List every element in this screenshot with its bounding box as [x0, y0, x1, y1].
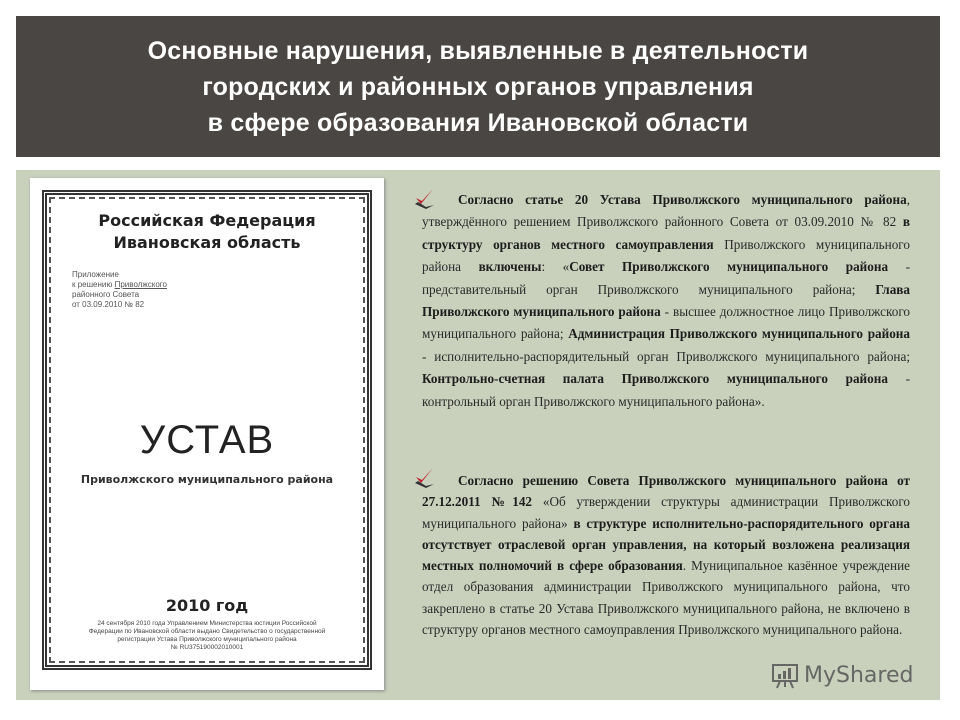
registration-line: № RU375190002010001: [170, 644, 244, 651]
presentation-icon: [770, 660, 800, 690]
text-segment: Приволжского муниципального района: [422, 236, 910, 275]
bold-text-segment: в структуру органов местного самоуправления: [422, 214, 910, 252]
doc-heading: [30, 210, 384, 254]
text-segment: . Муниципальное казённое учреждение отдел образования администрации Приволжского муниципального района, что закреплено в статье 20 Устава Приволжского муниципального района, не включено в структуру органов местного самоуправления Приволжского муниципального района.: [422, 558, 910, 638]
bold-text-segment: Глава Приволжского муниципального района: [422, 281, 910, 320]
registration-line: регистрации Устава Приволжского муниципального района: [117, 636, 297, 643]
doc-heading-line: Российская Федерация: [98, 211, 316, 230]
doc-heading-line: Ивановская область: [113, 233, 301, 252]
text-segment: - исполнительно-распорядительный орган Приволжского муниципального района;: [422, 348, 910, 364]
paragraph: [422, 470, 910, 640]
bold-text-segment: Согласно статье 20 Устава Приволжского муниципального района: [458, 192, 907, 207]
text-segment: «Об утверждении структуры администрации Приволжского муниципального района»: [422, 494, 911, 531]
title-line: Основные нарушения, выявленные в деятельности: [147, 36, 809, 65]
appendix-line: [72, 280, 167, 290]
bold-text-segment: в структуре исполнительно-распорядительного органа отсутствует отраслевой орган управления, на который возложена реализация местных полномочий в сфере образования: [422, 515, 911, 574]
bold-text-segment: Совет Приволжского муниципального района: [569, 259, 889, 275]
doc-subtitle: Приволжского муниципального района: [80, 473, 334, 486]
bold-text-segment: Администрация Приволжского муниципального района: [568, 326, 911, 342]
text-segment: : «: [541, 259, 570, 275]
bold-text-segment: Контрольно-счетная палата Приволжского муниципального района: [422, 371, 888, 387]
title-line: в сфере образования Ивановской области: [207, 108, 749, 137]
charter-cover-image: [30, 178, 384, 690]
appendix-line: районного Совета: [72, 290, 140, 299]
doc-registration: [70, 620, 344, 652]
appendix-line: Приложение: [72, 270, 119, 279]
doc-title: УСТАВ: [139, 418, 275, 462]
paragraph: [422, 189, 910, 413]
text-segment: , утверждённого решением Приволжского районного Совета от 03.09.2010 № 82: [422, 192, 910, 230]
bold-text-segment: Согласно решению Совета Приволжского муниципального района от 27.12.2011 №142: [422, 473, 910, 510]
text-segment: - представительный орган Приволжского муниципального района;: [422, 259, 910, 297]
registration-line: 24 сентября 2010 года Управлением Министерства юстиции Российской: [97, 620, 317, 627]
doc-appendix-note: [72, 270, 167, 310]
appendix-text: к решению: [72, 280, 115, 289]
slide-title: [16, 16, 940, 157]
registration-line: Федерации по Ивановской области выдано Свидетельство о государственной: [88, 628, 326, 635]
text-segment: - высшее должностное лицо Приволжского муниципального района;: [422, 304, 910, 342]
appendix-text: Приволжского: [114, 280, 167, 289]
watermark-text: MyShared: [804, 662, 914, 688]
title-line: городских и районных органов управления: [202, 72, 754, 101]
myshared-watermark: [770, 660, 913, 690]
doc-year: 2010 год: [165, 596, 249, 615]
appendix-line: от 03.09.2010 № 82: [72, 300, 145, 309]
bold-text-segment: включены: [478, 259, 542, 275]
text-segment: - контрольный орган Приволжского муниципального района».: [422, 371, 910, 409]
